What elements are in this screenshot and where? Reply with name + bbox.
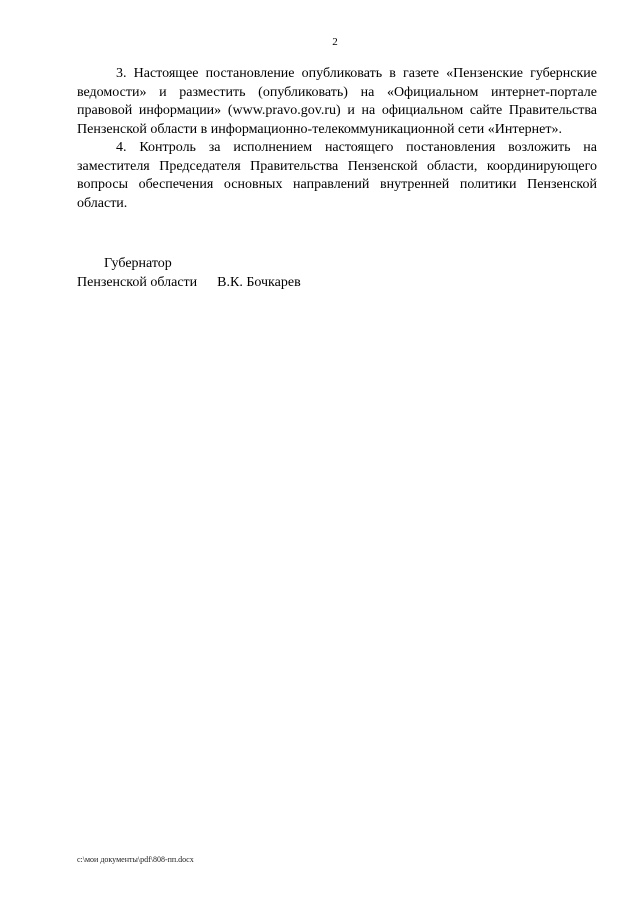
page-number: 2 <box>332 36 338 48</box>
footer-file-path: c:\мои документы\pdf\808-пп.docx <box>77 855 194 864</box>
signatory-region: Пензенской области <box>77 274 198 290</box>
document-body <box>77 65 597 213</box>
signatory-title: Губернатор <box>104 256 172 271</box>
paragraph-3: 3. Настоящее постановление опубликовать в газете «Пензенские губернские ведомости» и разместить (опубликовать) на «Официальном интернет-портале правовой информации» (www.pravo.gov.ru) и на официальном сайте Правительства Пензенской области в информационно-телекоммуникационной сети «Интернет». <box>77 66 597 137</box>
signature-block <box>77 255 477 292</box>
signatory-name: В.К. Бочкарев <box>217 274 301 290</box>
paragraph-4: 4. Контроль за исполнением настоящего постановления возложить на заместителя Председателя Правительства Пензенской области, координирующего вопросы обеспечения основных направлений внутренней политики Пензенской области. <box>77 140 597 211</box>
signatory-region-line <box>77 274 477 293</box>
